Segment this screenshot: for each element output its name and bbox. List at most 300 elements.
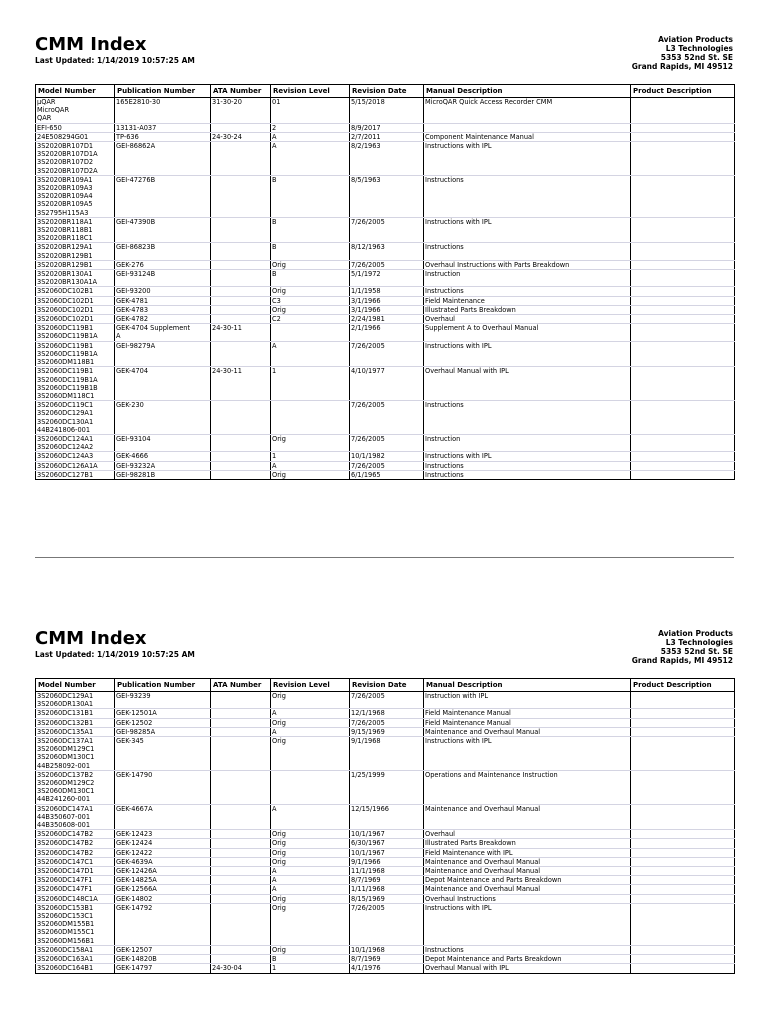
product-description-cell bbox=[631, 903, 735, 945]
model-number-cell bbox=[36, 98, 115, 124]
revision-level-cell: A bbox=[271, 867, 350, 876]
revision-date-cell: 4/1/1976 bbox=[350, 964, 424, 973]
product-description-cell bbox=[631, 876, 735, 885]
revision-level-cell: Orig bbox=[271, 287, 350, 296]
publication-number-cell-line: GEK-4667A bbox=[116, 804, 153, 813]
company-address bbox=[632, 35, 733, 71]
revision-level-cell: 1 bbox=[271, 452, 350, 461]
model-number-cell-line: 3S2060DC126A1A bbox=[37, 461, 98, 470]
revision-level-cell: C3 bbox=[271, 296, 350, 305]
model-number-cell-line: 3S2060DC124A3 bbox=[37, 452, 94, 461]
model-number-cell bbox=[36, 848, 115, 857]
model-number-cell-line: 3S2060DC164B1 bbox=[37, 964, 94, 973]
product-description-cell bbox=[631, 461, 735, 470]
col-header-revision-level: Revision Level bbox=[271, 85, 350, 98]
model-number-cell-line: 3S2060DM130C1 bbox=[37, 753, 95, 762]
revision-date-cell: 7/26/2005 bbox=[350, 401, 424, 435]
model-number-cell-line: 3S2060DC147F1 bbox=[37, 876, 93, 885]
manual-description-cell: Instructions with IPL bbox=[424, 452, 631, 461]
manual-description-cell: Overhaul bbox=[424, 830, 631, 839]
publication-number-cell-line: GEK-12501A bbox=[116, 709, 157, 718]
model-number-cell bbox=[36, 367, 115, 401]
col-header-manual-description: Manual Description bbox=[424, 85, 631, 98]
model-number-cell-line: µQAR bbox=[37, 98, 56, 106]
product-description-cell bbox=[631, 709, 735, 718]
model-number-cell-line: 3S2020BR118B1 bbox=[37, 226, 93, 235]
manual-description-cell: Instructions bbox=[424, 401, 631, 435]
model-number-cell-line: 3S2020BR118A1 bbox=[37, 217, 93, 226]
page-divider bbox=[35, 557, 734, 558]
model-number-cell-line: 3S2060DC147B2 bbox=[37, 839, 94, 848]
publication-number-cell bbox=[115, 98, 211, 124]
model-number-cell-line: 3S2060DC163A1 bbox=[37, 955, 94, 964]
publication-number-cell-line: GEK-4666 bbox=[116, 452, 149, 461]
model-number-cell bbox=[36, 770, 115, 804]
cmm-index-table bbox=[35, 84, 735, 480]
product-description-cell bbox=[631, 727, 735, 736]
revision-date-cell: 3/1/1966 bbox=[350, 296, 424, 305]
publication-number-cell-line: GEI-93104 bbox=[116, 434, 151, 443]
model-number-cell-line: 3S2060DM156B1 bbox=[37, 936, 95, 945]
address-line: Aviation Products bbox=[658, 629, 733, 638]
publication-number-cell bbox=[115, 709, 211, 718]
model-number-cell bbox=[36, 903, 115, 945]
manual-description-cell: Instructions bbox=[424, 470, 631, 479]
publication-number-cell bbox=[115, 287, 211, 296]
manual-description-cell: Maintenance and Overhaul Manual bbox=[424, 804, 631, 830]
table-row bbox=[36, 270, 735, 287]
revision-level-cell: A bbox=[271, 132, 350, 141]
col-header-publication-number: Publication Number bbox=[115, 679, 211, 692]
manual-description-cell: Instructions with IPL bbox=[424, 903, 631, 945]
model-number-cell-line: 3S2020BR129B1 bbox=[37, 251, 93, 260]
model-number-cell-line: 44B241806-001 bbox=[37, 425, 91, 434]
revision-level-cell bbox=[271, 770, 350, 804]
last-updated: Last Updated: 1/14/2019 10:57:25 AM bbox=[35, 650, 195, 659]
product-description-cell bbox=[631, 367, 735, 401]
col-header-model-number: Model Number bbox=[36, 679, 115, 692]
model-number-cell bbox=[36, 945, 115, 954]
model-number-cell-line: QAR bbox=[37, 114, 52, 123]
model-number-cell-line: 3S2020BR109A3 bbox=[37, 184, 93, 193]
col-header-ata-number: ATA Number bbox=[211, 85, 271, 98]
revision-date-cell: 8/7/1969 bbox=[350, 955, 424, 964]
revision-level-cell: A bbox=[271, 885, 350, 894]
product-description-cell bbox=[631, 123, 735, 132]
model-number-cell-line: 3S2060DC148C1A bbox=[37, 894, 98, 903]
revision-level-cell: Orig bbox=[271, 848, 350, 857]
manual-description-cell: Operations and Maintenance Instruction bbox=[424, 770, 631, 804]
revision-date-cell: 6/1/1965 bbox=[350, 470, 424, 479]
table-row bbox=[36, 324, 735, 341]
model-number-cell bbox=[36, 132, 115, 141]
col-header-product-description: Product Description bbox=[631, 85, 735, 98]
model-number-cell bbox=[36, 727, 115, 736]
model-number-cell-line: 3S2060DC132B1 bbox=[37, 718, 94, 727]
ata-number-cell bbox=[211, 434, 271, 451]
model-number-cell-line: 3S2060DC129A1 bbox=[37, 692, 94, 700]
ata-number-cell bbox=[211, 243, 271, 260]
model-number-cell bbox=[36, 885, 115, 894]
product-description-cell bbox=[631, 692, 735, 709]
product-description-cell bbox=[631, 287, 735, 296]
manual-description-cell: Overhaul Instructions with Parts Breakdown bbox=[424, 260, 631, 269]
model-number-cell bbox=[36, 461, 115, 470]
table-row bbox=[36, 123, 735, 132]
address-line: Aviation Products bbox=[658, 35, 733, 44]
model-number-cell-line: 3S2020BR118C1 bbox=[37, 234, 93, 243]
publication-number-cell bbox=[115, 305, 211, 314]
table-row bbox=[36, 770, 735, 804]
ata-number-cell bbox=[211, 217, 271, 243]
model-number-cell bbox=[36, 287, 115, 296]
address-line: L3 Technologies bbox=[665, 638, 733, 647]
manual-description-cell: Field Maintenance with IPL bbox=[424, 848, 631, 857]
revision-level-cell: 1 bbox=[271, 964, 350, 973]
manual-description-cell: Illustrated Parts Breakdown bbox=[424, 839, 631, 848]
publication-number-cell bbox=[115, 243, 211, 260]
publication-number-cell-line: 165E2810-30 bbox=[116, 98, 161, 106]
model-number-cell-line: EFI-650 bbox=[37, 123, 62, 132]
publication-number-cell-line: GEK-12426A bbox=[116, 867, 157, 876]
model-number-cell-line: 3S2060DC147F1 bbox=[37, 885, 93, 894]
publication-number-cell-line: GEK-14797 bbox=[116, 964, 153, 973]
model-number-cell-line: 3S2020BR107D2A bbox=[37, 166, 98, 175]
publication-number-cell-line: GEI-93200 bbox=[116, 287, 151, 296]
table-row bbox=[36, 305, 735, 314]
product-description-cell bbox=[631, 175, 735, 217]
model-number-cell-line: 3S2060DC127B1 bbox=[37, 470, 94, 479]
table-row bbox=[36, 461, 735, 470]
ata-number-cell: 24-30-11 bbox=[211, 324, 271, 341]
model-number-cell-line: 3S2060DM129C1 bbox=[37, 745, 95, 754]
model-number-cell bbox=[36, 857, 115, 866]
model-number-cell-line: 3S2060DM118B1 bbox=[37, 358, 95, 367]
revision-level-cell: A bbox=[271, 709, 350, 718]
revision-date-cell: 4/10/1977 bbox=[350, 367, 424, 401]
manual-description-cell: Instructions bbox=[424, 287, 631, 296]
manual-description-cell bbox=[424, 123, 631, 132]
revision-date-cell: 8/5/1963 bbox=[350, 175, 424, 217]
revision-date-cell: 7/26/2005 bbox=[350, 217, 424, 243]
table-row bbox=[36, 217, 735, 243]
ata-number-cell bbox=[211, 142, 271, 176]
model-number-cell-line: 3S2060DC153B1 bbox=[37, 903, 94, 912]
revision-date-cell: 3/1/1966 bbox=[350, 305, 424, 314]
publication-number-cell-line: GEI-98285A bbox=[116, 727, 156, 736]
publication-number-cell-line: GEI-47276B bbox=[116, 175, 156, 184]
table-row bbox=[36, 367, 735, 401]
publication-number-cell bbox=[115, 461, 211, 470]
table-row bbox=[36, 175, 735, 217]
revision-level-cell: Orig bbox=[271, 305, 350, 314]
publication-number-cell bbox=[115, 260, 211, 269]
revision-date-cell: 7/26/2005 bbox=[350, 718, 424, 727]
col-header-revision-level: Revision Level bbox=[271, 679, 350, 692]
revision-date-cell: 11/1/1968 bbox=[350, 867, 424, 876]
publication-number-cell bbox=[115, 770, 211, 804]
publication-number-cell-line: GEK-12502 bbox=[116, 718, 153, 727]
ata-number-cell bbox=[211, 857, 271, 866]
manual-description-cell: Overhaul Manual with IPL bbox=[424, 367, 631, 401]
table-row bbox=[36, 964, 735, 973]
revision-level-cell bbox=[271, 324, 350, 341]
model-number-cell-line: 3S2020BR130A1A bbox=[37, 278, 98, 287]
publication-number-cell-line: 13131-A037 bbox=[116, 123, 157, 132]
ata-number-cell bbox=[211, 709, 271, 718]
revision-date-cell: 2/24/1981 bbox=[350, 315, 424, 324]
product-description-cell bbox=[631, 315, 735, 324]
manual-description-cell: Maintenance and Overhaul Manual bbox=[424, 885, 631, 894]
model-number-cell bbox=[36, 123, 115, 132]
product-description-cell bbox=[631, 770, 735, 804]
model-number-cell bbox=[36, 341, 115, 367]
table-row bbox=[36, 296, 735, 305]
cmm-index-table bbox=[35, 678, 735, 974]
table-row bbox=[36, 830, 735, 839]
revision-level-cell: Orig bbox=[271, 839, 350, 848]
model-number-cell bbox=[36, 876, 115, 885]
revision-date-cell: 8/12/1963 bbox=[350, 243, 424, 260]
revision-level-cell: Orig bbox=[271, 692, 350, 709]
ata-number-cell bbox=[211, 894, 271, 903]
publication-number-cell bbox=[115, 867, 211, 876]
product-description-cell bbox=[631, 142, 735, 176]
revision-level-cell: Orig bbox=[271, 830, 350, 839]
model-number-cell bbox=[36, 243, 115, 260]
model-number-cell-line: 3S2060DC129A1 bbox=[37, 409, 94, 418]
table-row bbox=[36, 839, 735, 848]
publication-number-cell bbox=[115, 132, 211, 141]
revision-date-cell: 5/1/1972 bbox=[350, 270, 424, 287]
model-number-cell-line: 3S2020BR130A1 bbox=[37, 270, 93, 279]
publication-number-cell bbox=[115, 885, 211, 894]
model-number-cell bbox=[36, 964, 115, 973]
model-number-cell-line: 3S2060DM130C1 bbox=[37, 787, 95, 796]
model-number-cell-line: 3S2060DC102B1 bbox=[37, 287, 94, 296]
publication-number-cell bbox=[115, 142, 211, 176]
revision-level-cell: B bbox=[271, 175, 350, 217]
product-description-cell bbox=[631, 857, 735, 866]
revision-date-cell: 10/1/1967 bbox=[350, 830, 424, 839]
revision-level-cell: A bbox=[271, 727, 350, 736]
product-description-cell bbox=[631, 470, 735, 479]
product-description-cell bbox=[631, 260, 735, 269]
publication-number-cell-line: GEI-93124B bbox=[116, 270, 156, 279]
table-row bbox=[36, 857, 735, 866]
manual-description-cell: Field Maintenance Manual bbox=[424, 718, 631, 727]
publication-number-cell bbox=[115, 876, 211, 885]
manual-description-cell: Maintenance and Overhaul Manual bbox=[424, 867, 631, 876]
revision-level-cell: 2 bbox=[271, 123, 350, 132]
revision-level-cell: B bbox=[271, 270, 350, 287]
ata-number-cell bbox=[211, 848, 271, 857]
manual-description-cell: Field Maintenance bbox=[424, 296, 631, 305]
ata-number-cell bbox=[211, 270, 271, 287]
product-description-cell bbox=[631, 341, 735, 367]
product-description-cell bbox=[631, 945, 735, 954]
revision-date-cell: 7/26/2005 bbox=[350, 903, 424, 945]
table-row bbox=[36, 885, 735, 894]
ata-number-cell bbox=[211, 461, 271, 470]
manual-description-cell: Overhaul bbox=[424, 315, 631, 324]
publication-number-cell-line: GEK-12422 bbox=[116, 848, 153, 857]
model-number-cell-line: 3S2060DC147B2 bbox=[37, 848, 94, 857]
product-description-cell bbox=[631, 243, 735, 260]
table-row bbox=[36, 945, 735, 954]
address-line: Grand Rapids, MI 49512 bbox=[631, 656, 733, 665]
model-number-cell-line: 24E508294G01 bbox=[37, 132, 89, 141]
product-description-cell bbox=[631, 401, 735, 435]
model-number-cell bbox=[36, 867, 115, 876]
model-number-cell bbox=[36, 305, 115, 314]
ata-number-cell bbox=[211, 955, 271, 964]
model-number-cell-line: 3S2795H115A3 bbox=[37, 208, 89, 217]
revision-date-cell: 7/26/2005 bbox=[350, 461, 424, 470]
product-description-cell bbox=[631, 867, 735, 876]
publication-number-cell-line: GEK-12566A bbox=[116, 885, 157, 894]
company-address bbox=[632, 629, 733, 665]
ata-number-cell: 24-30-24 bbox=[211, 132, 271, 141]
product-description-cell bbox=[631, 132, 735, 141]
revision-level-cell: Orig bbox=[271, 857, 350, 866]
product-description-cell bbox=[631, 848, 735, 857]
product-description-cell bbox=[631, 305, 735, 314]
manual-description-cell: Instructions with IPL bbox=[424, 142, 631, 176]
model-number-cell bbox=[36, 434, 115, 451]
product-description-cell bbox=[631, 452, 735, 461]
address-line: L3 Technologies bbox=[665, 44, 733, 53]
publication-number-cell bbox=[115, 175, 211, 217]
revision-date-cell: 7/26/2005 bbox=[350, 692, 424, 709]
model-number-cell-line: 3S2060DR130A1 bbox=[37, 700, 94, 709]
publication-number-cell-line: GEK-14825A bbox=[116, 876, 157, 885]
model-number-cell bbox=[36, 217, 115, 243]
table-row bbox=[36, 737, 735, 771]
table-header-row bbox=[36, 679, 735, 692]
manual-description-cell: Depot Maintenance and Parts Breakdown bbox=[424, 876, 631, 885]
model-number-cell-line: 3S2060DC102D1 bbox=[37, 296, 94, 305]
publication-number-cell-line: GEK-14802 bbox=[116, 894, 153, 903]
manual-description-cell: Overhaul Manual with IPL bbox=[424, 964, 631, 973]
ata-number-cell bbox=[211, 885, 271, 894]
publication-number-cell bbox=[115, 692, 211, 709]
model-number-cell bbox=[36, 315, 115, 324]
ata-number-cell bbox=[211, 341, 271, 367]
model-number-cell bbox=[36, 142, 115, 176]
revision-level-cell: Orig bbox=[271, 434, 350, 451]
model-number-cell-line: 3S2060DC137B2 bbox=[37, 770, 94, 779]
manual-description-cell: Instruction with IPL bbox=[424, 692, 631, 709]
model-number-cell-line: 44B350607-001 bbox=[37, 812, 91, 821]
model-number-cell bbox=[36, 270, 115, 287]
model-number-cell-line: 3S2060DC119B1A bbox=[37, 375, 98, 384]
ata-number-cell: 24-30-04 bbox=[211, 964, 271, 973]
publication-number-cell-line: GEI-93232A bbox=[116, 461, 156, 470]
model-number-cell-line: 3S2060DC124A1 bbox=[37, 434, 94, 443]
model-number-cell-line: 3S2060DC119B1A bbox=[37, 332, 98, 341]
model-number-cell-line: 3S2060DC130A1 bbox=[37, 417, 94, 426]
publication-number-cell bbox=[115, 737, 211, 771]
table-row bbox=[36, 903, 735, 945]
model-number-cell bbox=[36, 804, 115, 830]
revision-level-cell: 1 bbox=[271, 367, 350, 401]
publication-number-cell bbox=[115, 452, 211, 461]
table-row bbox=[36, 876, 735, 885]
product-description-cell bbox=[631, 324, 735, 341]
col-header-product-description: Product Description bbox=[631, 679, 735, 692]
table-row bbox=[36, 470, 735, 479]
revision-level-cell: Orig bbox=[271, 945, 350, 954]
publication-number-cell-line: GEI-86823B bbox=[116, 243, 156, 252]
publication-number-cell-line: A bbox=[116, 332, 121, 341]
publication-number-cell bbox=[115, 839, 211, 848]
revision-date-cell: 5/15/2018 bbox=[350, 98, 424, 124]
revision-date-cell: 6/30/1967 bbox=[350, 839, 424, 848]
model-number-cell-line: 3S2020BR109A1 bbox=[37, 175, 93, 184]
publication-number-cell-line: GEK-12423 bbox=[116, 830, 153, 839]
publication-number-cell-line: GEK-14792 bbox=[116, 903, 153, 912]
manual-description-cell: Depot Maintenance and Parts Breakdown bbox=[424, 955, 631, 964]
product-description-cell bbox=[631, 885, 735, 894]
model-number-cell bbox=[36, 452, 115, 461]
model-number-cell bbox=[36, 839, 115, 848]
col-header-publication-number: Publication Number bbox=[115, 85, 211, 98]
manual-description-cell: Instructions bbox=[424, 175, 631, 217]
model-number-cell-line: 44B258092-001 bbox=[37, 761, 91, 770]
manual-description-cell: Component Maintenance Manual bbox=[424, 132, 631, 141]
table-row bbox=[36, 315, 735, 324]
ata-number-cell bbox=[211, 876, 271, 885]
page-title: CMM Index bbox=[35, 34, 147, 55]
address-line: 5353 52nd St. SE bbox=[660, 53, 733, 62]
revision-date-cell: 1/1/1958 bbox=[350, 287, 424, 296]
ata-number-cell bbox=[211, 727, 271, 736]
revision-date-cell: 12/1/1968 bbox=[350, 709, 424, 718]
model-number-cell bbox=[36, 175, 115, 217]
publication-number-cell-line: GEK-14790 bbox=[116, 770, 153, 779]
product-description-cell bbox=[631, 964, 735, 973]
revision-level-cell: A bbox=[271, 804, 350, 830]
col-header-model-number: Model Number bbox=[36, 85, 115, 98]
revision-date-cell: 8/9/2017 bbox=[350, 123, 424, 132]
revision-level-cell: Orig bbox=[271, 903, 350, 945]
model-number-cell bbox=[36, 709, 115, 718]
revision-level-cell: Orig bbox=[271, 260, 350, 269]
revision-date-cell: 10/1/1968 bbox=[350, 945, 424, 954]
revision-date-cell: 12/15/1966 bbox=[350, 804, 424, 830]
model-number-cell-line: 3S2060DC119B1 bbox=[37, 341, 94, 350]
last-updated: Last Updated: 1/14/2019 10:57:25 AM bbox=[35, 56, 195, 65]
model-number-cell-line: 3S2020BR109A4 bbox=[37, 192, 93, 201]
publication-number-cell bbox=[115, 945, 211, 954]
ata-number-cell bbox=[211, 175, 271, 217]
table-row bbox=[36, 848, 735, 857]
table-row bbox=[36, 727, 735, 736]
publication-number-cell bbox=[115, 718, 211, 727]
revision-date-cell: 1/11/1968 bbox=[350, 885, 424, 894]
manual-description-cell: Instructions bbox=[424, 945, 631, 954]
model-number-cell bbox=[36, 830, 115, 839]
revision-date-cell: 2/7/2011 bbox=[350, 132, 424, 141]
ata-number-cell bbox=[211, 804, 271, 830]
ata-number-cell bbox=[211, 305, 271, 314]
model-number-cell bbox=[36, 737, 115, 771]
publication-number-cell bbox=[115, 804, 211, 830]
model-number-cell-line: 3S2060DC137A1 bbox=[37, 737, 94, 746]
table-header-row bbox=[36, 85, 735, 98]
revision-level-cell: 01 bbox=[271, 98, 350, 124]
